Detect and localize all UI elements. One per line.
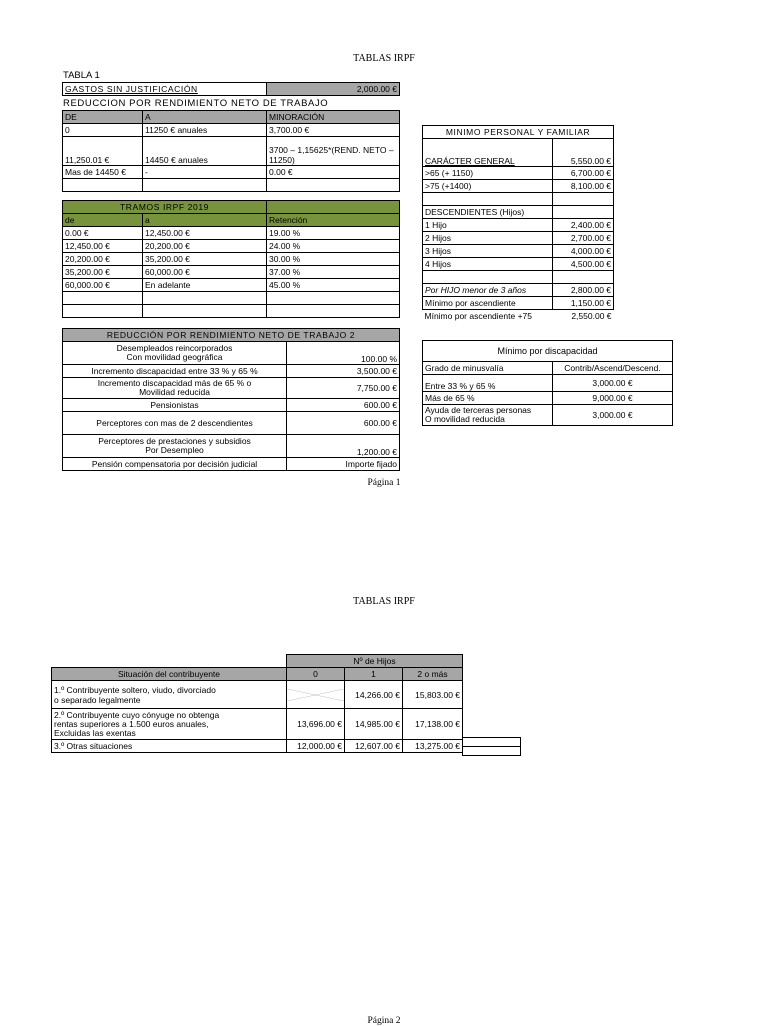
table-cell: 3700 – 1,15625*(REND. NETO – 11250) bbox=[267, 137, 400, 166]
discapacidad-header-contrib: Contrib/Ascend/Descend. bbox=[553, 362, 673, 375]
cell-line: Por Desempleo bbox=[145, 445, 204, 455]
minimo-general-value: 5,550.00 € bbox=[553, 139, 614, 167]
table-cell: Mas de 14450 € bbox=[63, 166, 143, 179]
table-cell: Por HIJO menor de 3 años bbox=[423, 284, 553, 297]
table-cell-empty bbox=[63, 179, 143, 192]
cell-line: O movilidad reducida bbox=[425, 414, 505, 424]
tramos-header-retencion: Retención bbox=[267, 214, 400, 227]
col-header-1: 1 bbox=[345, 668, 403, 681]
table-cell: 0.00 € bbox=[63, 227, 143, 240]
cell-line: 2.º Contribuyente cuyo cónyuge no obtenga bbox=[54, 709, 220, 720]
table-cell: Más de 65 % bbox=[423, 392, 553, 405]
reduccion2-title: REDUCCIÓN POR RENDIMIENTO NETO DE TRABAJO 2 bbox=[63, 329, 400, 342]
table-cell-empty bbox=[143, 305, 267, 318]
table-cell-empty bbox=[143, 292, 267, 305]
cell-line: Perceptores de prestaciones y subsidios bbox=[98, 436, 251, 446]
table-cell: 100.00 % bbox=[287, 342, 400, 365]
page2-title: TABLAS IRPF bbox=[353, 596, 415, 607]
table-cell: 11,250.01 € bbox=[63, 137, 143, 166]
table-cell: 600.00 € bbox=[287, 412, 400, 435]
table-cell-empty bbox=[553, 193, 614, 206]
reduccion-header-de: DE bbox=[63, 111, 143, 124]
col-header-2: 2 o más bbox=[403, 668, 463, 681]
table-cell: 600.00 € bbox=[287, 399, 400, 412]
table-cell bbox=[63, 342, 287, 365]
reduccion-table bbox=[62, 110, 400, 192]
table-cell: 60,000.00 € bbox=[63, 279, 143, 292]
table-cell: 12,000.00 € bbox=[287, 740, 345, 753]
tramos-table bbox=[62, 200, 400, 318]
cell-line: Ayuda de terceras personas bbox=[425, 405, 532, 415]
page-title: TABLAS IRPF bbox=[353, 53, 415, 64]
cell-line: Desempleados reincorporados bbox=[116, 343, 233, 353]
hijos-table bbox=[51, 654, 463, 753]
table-cell: Mínimo por ascendiente bbox=[423, 297, 553, 310]
table-cell: 4 Hijos bbox=[423, 258, 553, 271]
page-footer: Página 1 bbox=[367, 478, 401, 488]
table-cell-empty bbox=[553, 206, 614, 219]
gastos-value: 2,000.00 € bbox=[267, 83, 400, 96]
table-cell-empty bbox=[63, 292, 143, 305]
table-cell: 35,200.00 € bbox=[63, 266, 143, 279]
table-cell: 3,000.00 € bbox=[553, 405, 673, 426]
table-cell-empty bbox=[143, 179, 267, 192]
table-cell: 11250 € anuales bbox=[143, 124, 267, 137]
situacion-header: Situación del contribuyente bbox=[52, 668, 287, 681]
desc-title: DESCENDIENTES (Hijos) bbox=[423, 206, 553, 219]
minimo-table bbox=[422, 125, 614, 322]
table-cell-empty bbox=[267, 179, 400, 192]
table-cell-empty bbox=[63, 305, 143, 318]
table-cell: 37.00 % bbox=[267, 266, 400, 279]
table-cell bbox=[423, 405, 553, 426]
table-cell: 19.00 % bbox=[267, 227, 400, 240]
table-cell-empty bbox=[553, 271, 614, 284]
table-cell: 1,150.00 € bbox=[553, 297, 614, 310]
table-cell: 2 Hijos bbox=[423, 232, 553, 245]
table-cell: Incremento discapacidad entre 33 % y 65 % bbox=[63, 365, 287, 378]
cell-line: Excluidas las exentas bbox=[54, 727, 136, 738]
table-cell-empty bbox=[463, 738, 521, 747]
table-cell: 8,100.00 € bbox=[553, 180, 614, 193]
table-cell: Mínimo por ascendiente +75 bbox=[424, 311, 532, 321]
table-cell: 7,750.00 € bbox=[287, 378, 400, 399]
table-cell-empty bbox=[52, 655, 287, 668]
table-cell: 3,000.00 € bbox=[553, 375, 673, 392]
cell-line: Movilidad reducida bbox=[139, 387, 210, 397]
gastos-table bbox=[62, 82, 400, 96]
table-cell: 45.00 % bbox=[267, 279, 400, 292]
table-cell: 2,400.00 € bbox=[553, 219, 614, 232]
table-cell: 13,696.00 € bbox=[287, 709, 345, 740]
extra-empty-cells bbox=[462, 737, 521, 756]
table-cell: 3.º Otras situaciones bbox=[52, 740, 287, 753]
table-cell: - bbox=[143, 166, 267, 179]
table-cell: 1 Hijo bbox=[423, 219, 553, 232]
table-cell: 0 bbox=[63, 124, 143, 137]
table-cell: 3 Hijos bbox=[423, 245, 553, 258]
table-cell: 35,200.00 € bbox=[143, 253, 267, 266]
table-cell: 20,200.00 € bbox=[63, 253, 143, 266]
table-cell: 4,000.00 € bbox=[553, 245, 614, 258]
minimo-general-label: CARÁCTER GENERAL bbox=[423, 139, 553, 167]
table-cell: En adelante bbox=[143, 279, 267, 292]
reduccion-header-a: A bbox=[143, 111, 267, 124]
table-cell: 60,000.00 € bbox=[143, 266, 267, 279]
table-cell bbox=[52, 709, 287, 740]
table-cell: 0.00 € bbox=[267, 166, 400, 179]
table-cell: 4,500.00 € bbox=[553, 258, 614, 271]
table-cell-empty bbox=[267, 201, 400, 214]
hijos-header: Nº de Hijos bbox=[287, 655, 463, 668]
table-cell: 13,275.00 € bbox=[403, 740, 463, 753]
table-cell: 2,700.00 € bbox=[553, 232, 614, 245]
cell-line: Con movilidad geográfica bbox=[126, 352, 223, 362]
table-cell bbox=[63, 435, 287, 458]
table-cell: >75 (+1400) bbox=[423, 180, 553, 193]
reduccion-header-minoracion: MINORACIÓN bbox=[267, 111, 400, 124]
table-cell bbox=[52, 681, 287, 709]
reduccion2-table bbox=[62, 328, 400, 471]
discapacidad-table bbox=[422, 340, 673, 426]
table-cell: 17,138.00 € bbox=[403, 709, 463, 740]
table-cell: 12,450.00 € bbox=[143, 227, 267, 240]
tramos-header-de: de bbox=[63, 214, 143, 227]
page2-footer: Página 2 bbox=[367, 1016, 401, 1026]
table-cell: 15,803.00 € bbox=[403, 681, 463, 709]
cell-line: o separado legalmente bbox=[54, 694, 141, 705]
reduccion-title: REDUCCION POR RENDIMIENTO NETO DE TRABAJO bbox=[63, 98, 329, 109]
table-cell: 30.00 % bbox=[267, 253, 400, 266]
table-cell: 3,700.00 € bbox=[267, 124, 400, 137]
col-header-0: 0 bbox=[287, 668, 345, 681]
table-cell: Perceptores con mas de 2 descendientes bbox=[63, 412, 287, 435]
table-cell: 14450 € anuales bbox=[143, 137, 267, 166]
table-cell: 9,000.00 € bbox=[553, 392, 673, 405]
table-cell: 2,800.00 € bbox=[553, 284, 614, 297]
table-cell: 6,700.00 € bbox=[553, 167, 614, 180]
cell-line: rentas superiores a 1.500 euros anuales, bbox=[54, 718, 209, 729]
table-cell: 14,266.00 € bbox=[345, 681, 403, 709]
table-cell-empty bbox=[267, 305, 400, 318]
table-cell-empty bbox=[267, 292, 400, 305]
table-cell bbox=[63, 378, 287, 399]
tramos-header-a: a bbox=[143, 214, 267, 227]
table-cell: 2,550.00 € bbox=[571, 311, 612, 321]
gastos-label: GASTOS SIN JUSTIFICACIÓN bbox=[63, 83, 267, 96]
table-cell: Pensión compensatoria por decisión judicial bbox=[63, 458, 287, 471]
table-cell: 3,500.00 € bbox=[287, 365, 400, 378]
cell-line: 1.º Contribuyente soltero, viudo, divorciado bbox=[54, 684, 216, 695]
discapacidad-header-grado: Grado de minusvalía bbox=[423, 362, 553, 375]
table-cell: Entre 33 % y 65 % bbox=[423, 375, 553, 392]
cell-line: Incremento discapacidad más de 65 % o bbox=[97, 378, 252, 388]
table-cell: 14,985.00 € bbox=[345, 709, 403, 740]
table-cell: 24.00 % bbox=[267, 240, 400, 253]
table-cell: 1,200.00 € bbox=[287, 435, 400, 458]
cross-icon bbox=[287, 689, 344, 701]
table-cell: 12,607.00 € bbox=[345, 740, 403, 753]
tabla1-label: TABLA 1 bbox=[63, 70, 100, 81]
table-cell: 12,450.00 € bbox=[63, 240, 143, 253]
table-cell-empty bbox=[423, 271, 553, 284]
table-cell: Importe fijado bbox=[287, 458, 400, 471]
table-cell-empty bbox=[463, 747, 521, 756]
table-cell: >65 (+ 1150) bbox=[423, 167, 553, 180]
table-cell: 20,200.00 € bbox=[143, 240, 267, 253]
tramos-title: TRAMOS IRPF 2019 bbox=[63, 201, 267, 214]
minimo-title: MINIMO PERSONAL Y FAMILIAR bbox=[423, 126, 614, 139]
discapacidad-title: Mínimo por discapacidad bbox=[423, 341, 673, 362]
crossed-cell bbox=[287, 681, 345, 709]
table-cell-empty bbox=[423, 193, 553, 206]
table-cell: Pensionistas bbox=[63, 399, 287, 412]
